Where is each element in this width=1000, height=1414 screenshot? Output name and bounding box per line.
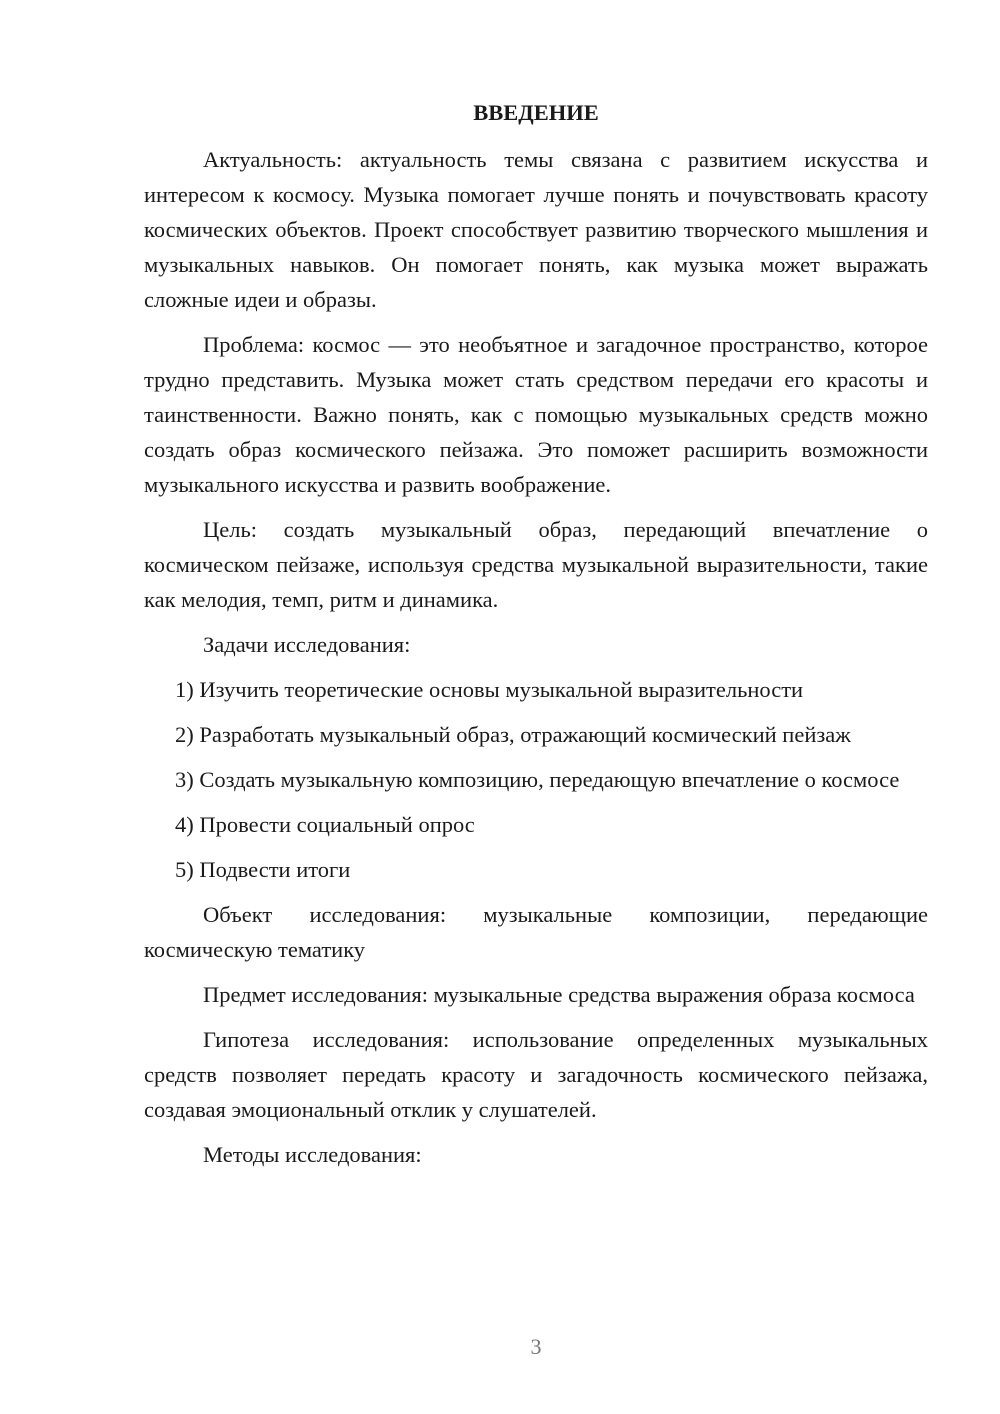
hypothesis-paragraph: Гипотеза исследования: использование определенных музыкальных средств позволяет передать красоту и загадочность космического пейзажа, создавая эмоциональный отклик у слушателей. [144,1027,928,1122]
relevance-paragraph: Актуальность: актуальность темы связана с развитием искусства и интересом к космосу. Музыка помогает лучше понять и почувствовать красоту космических объектов. Проект способствует развитию творческого мышления и музыкальных навыков. Он помогает понять, как музыка может выражать сложные идеи и образы. [144,147,928,312]
task-item-3: 3) Создать музыкальную композицию, передающую впечатление о космосе [175,767,900,792]
goal-paragraph: Цель: создать музыкальный образ, передающий впечатление о космическом пейзаже, используя средства музыкальной выразительности, такие как мелодия, темп, ритм и динамика. [144,517,928,612]
task-item-5: 5) Подвести итоги [175,857,351,882]
document-body [144,95,928,1182]
tasks-heading: Задачи исследования: [203,632,411,657]
page-title: ВВЕДЕНИЕ [473,100,599,125]
task-item-4: 4) Провести социальный опрос [175,812,475,837]
page-number: 3 [530,1334,542,1359]
methods-heading: Методы исследования: [203,1142,422,1167]
object-paragraph: Объект исследования: музыкальные композиции, передающие космическую тематику [144,902,928,962]
task-item-1: 1) Изучить теоретические основы музыкальной выразительности [175,677,804,702]
problem-paragraph: Проблема: космос — это необъятное и загадочное пространство, которое трудно представить. Музыка может стать средством передачи его красоты и таинственности. Важно понять, как с помощью музыкальных средств можно создать образ космического пейзажа. Это поможет расширить возможности музыкального искусства и развить воображение. [144,332,928,497]
task-item-2: 2) Разработать музыкальный образ, отражающий космический пейзаж [175,722,851,747]
subject-paragraph: Предмет исследования: музыкальные средства выражения образа космоса [203,982,915,1007]
